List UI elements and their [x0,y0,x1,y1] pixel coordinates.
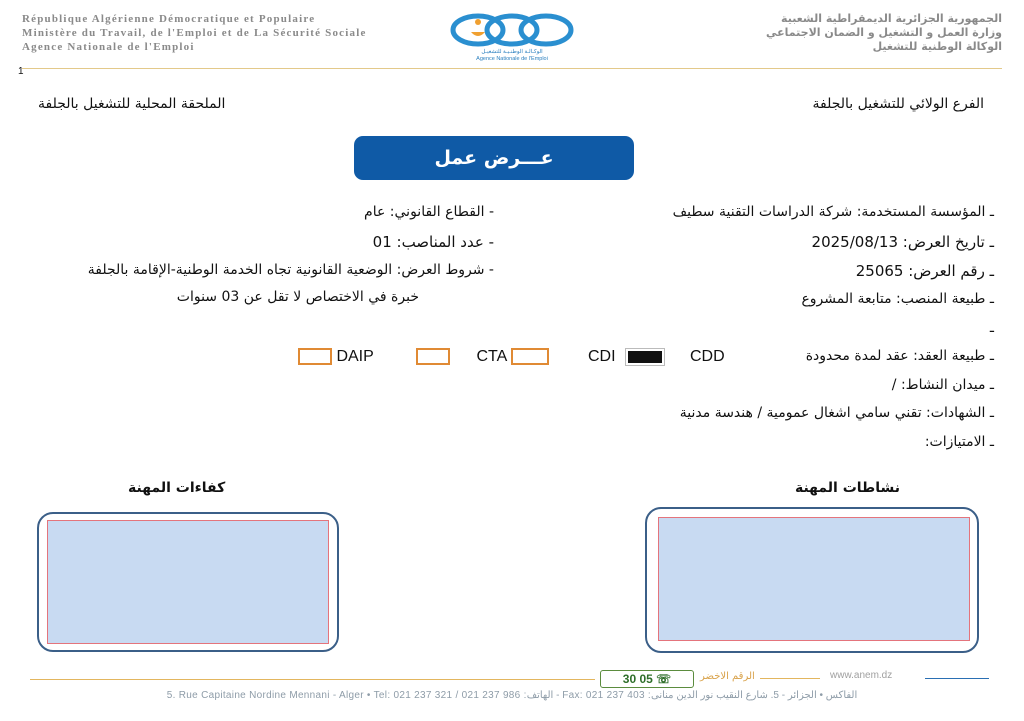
logo-caption [448,49,576,63]
cta-checkbox[interactable] [416,348,450,365]
offer-conditions-field: - شروط العرض: الوضعية القانونية تجاه الخدمة الوطنية-الإقامة بالجلفة [87,262,494,278]
daip-label: DAIP [336,348,374,365]
header-fr-republic: République Algérienne Démocratique et Populaire [22,13,316,25]
header-fr-ministry: Ministère du Travail, de l'Emploi et de La Sécurité Sociale [22,27,367,39]
cta-trailing-checkbox[interactable] [511,348,549,365]
header-ar-republic: الجمهورية الجزائرية الديمقراطية الشعبية [781,12,1002,25]
header-arabic [582,12,1002,54]
wilaya-branch: الفرع الولائي للتشغيل بالجلفة [812,96,984,112]
competencies-box[interactable] [37,512,339,652]
employer-field: ـ المؤسسة المستخدمة: شركة الدراسات التقنية سطيف [672,204,994,220]
website-link[interactable]: www.anem.dz [830,670,893,681]
cdd-label: CDD [690,348,725,365]
footer-line-right [925,678,989,679]
green-number-label: الرقم الاخضر [700,671,755,682]
daip-checkbox[interactable] [298,348,332,365]
activities-section-title: نشاطات المهنة [794,480,900,496]
footer-address: 5. Rue Capitaine Nordine Mennani - Alger • Tel: 021 237 321 / 021 237 986 :الهاتف - Fax: 021 237 403 :الفاكس • الجزائر - 5. شارع النقيب نور الدين منانى [166,690,858,701]
green-number-badge [600,670,694,688]
cdi-checkbox-checked[interactable] [628,351,662,363]
competencies-section-title: كفاءات المهنة [128,480,226,496]
phone-icon: ☏ [656,672,672,686]
green-number: 30 05 [622,672,653,686]
contract-option-cdi[interactable] [588,348,662,366]
contract-option-cta[interactable] [416,348,549,366]
page-number: 1 [18,66,24,77]
competencies-box-content [47,520,329,644]
experience-field: خبرة في الاختصاص لا تقل عن 03 سنوات [176,289,419,305]
activities-box[interactable] [645,507,979,653]
offer-date-field: ـ تاريخ العرض: 2025/08/13 [811,233,994,251]
logo-caption-fr: Agence Nationale de l'Emploi [476,56,548,62]
footer-line-left [30,679,595,680]
activity-field: ـ ميدان النشاط: / [891,377,994,393]
anem-logo [448,10,576,64]
positions-count-field: - عدد المناصب: 01 [372,233,494,251]
diplomas-field: ـ الشهادات: تقني سامي اشغال عمومية / هندسة مدنية [679,405,994,421]
header-divider [22,68,1002,69]
legal-sector-field: - القطاع القانوني: عام [364,204,494,220]
logo-caption-ar: الوكـالـة الوطنـيـة للتشغيـل [481,49,543,55]
contract-nature-field: ـ طبيعة العقد: عقد لمدة محدودة [805,348,994,364]
contract-option-daip[interactable] [298,348,374,366]
header-ar-ministry: وزارة العمل و التشغيل و الضمان الاجتماعي [766,26,1002,39]
header-fr-agency: Agence Nationale de l'Emploi [22,41,195,53]
empty-dash-field: ـ [989,320,994,336]
contract-option-cdd[interactable] [690,348,725,366]
local-annex: الملحقة المحلية للتشغيل بالجلفة [38,96,226,112]
header-ar-agency: الوكالة الوطنية للتشغيل [872,40,1002,53]
offer-title [354,136,634,180]
position-nature-field: ـ طبيعة المنصب: متابعة المشروع [801,291,994,307]
footer-line-mid [760,678,820,679]
activities-box-content [658,517,970,641]
anem-logo-icon [448,10,576,50]
offer-number-field: ـ رقم العرض: 25065 [855,262,994,280]
cdi-label: CDI [588,348,616,365]
privileges-field: ـ الامتيازات: [924,434,994,450]
header-french [22,12,442,54]
cta-label: CTA [476,348,507,365]
offer-title-text: عـــرض عمل [434,147,554,169]
